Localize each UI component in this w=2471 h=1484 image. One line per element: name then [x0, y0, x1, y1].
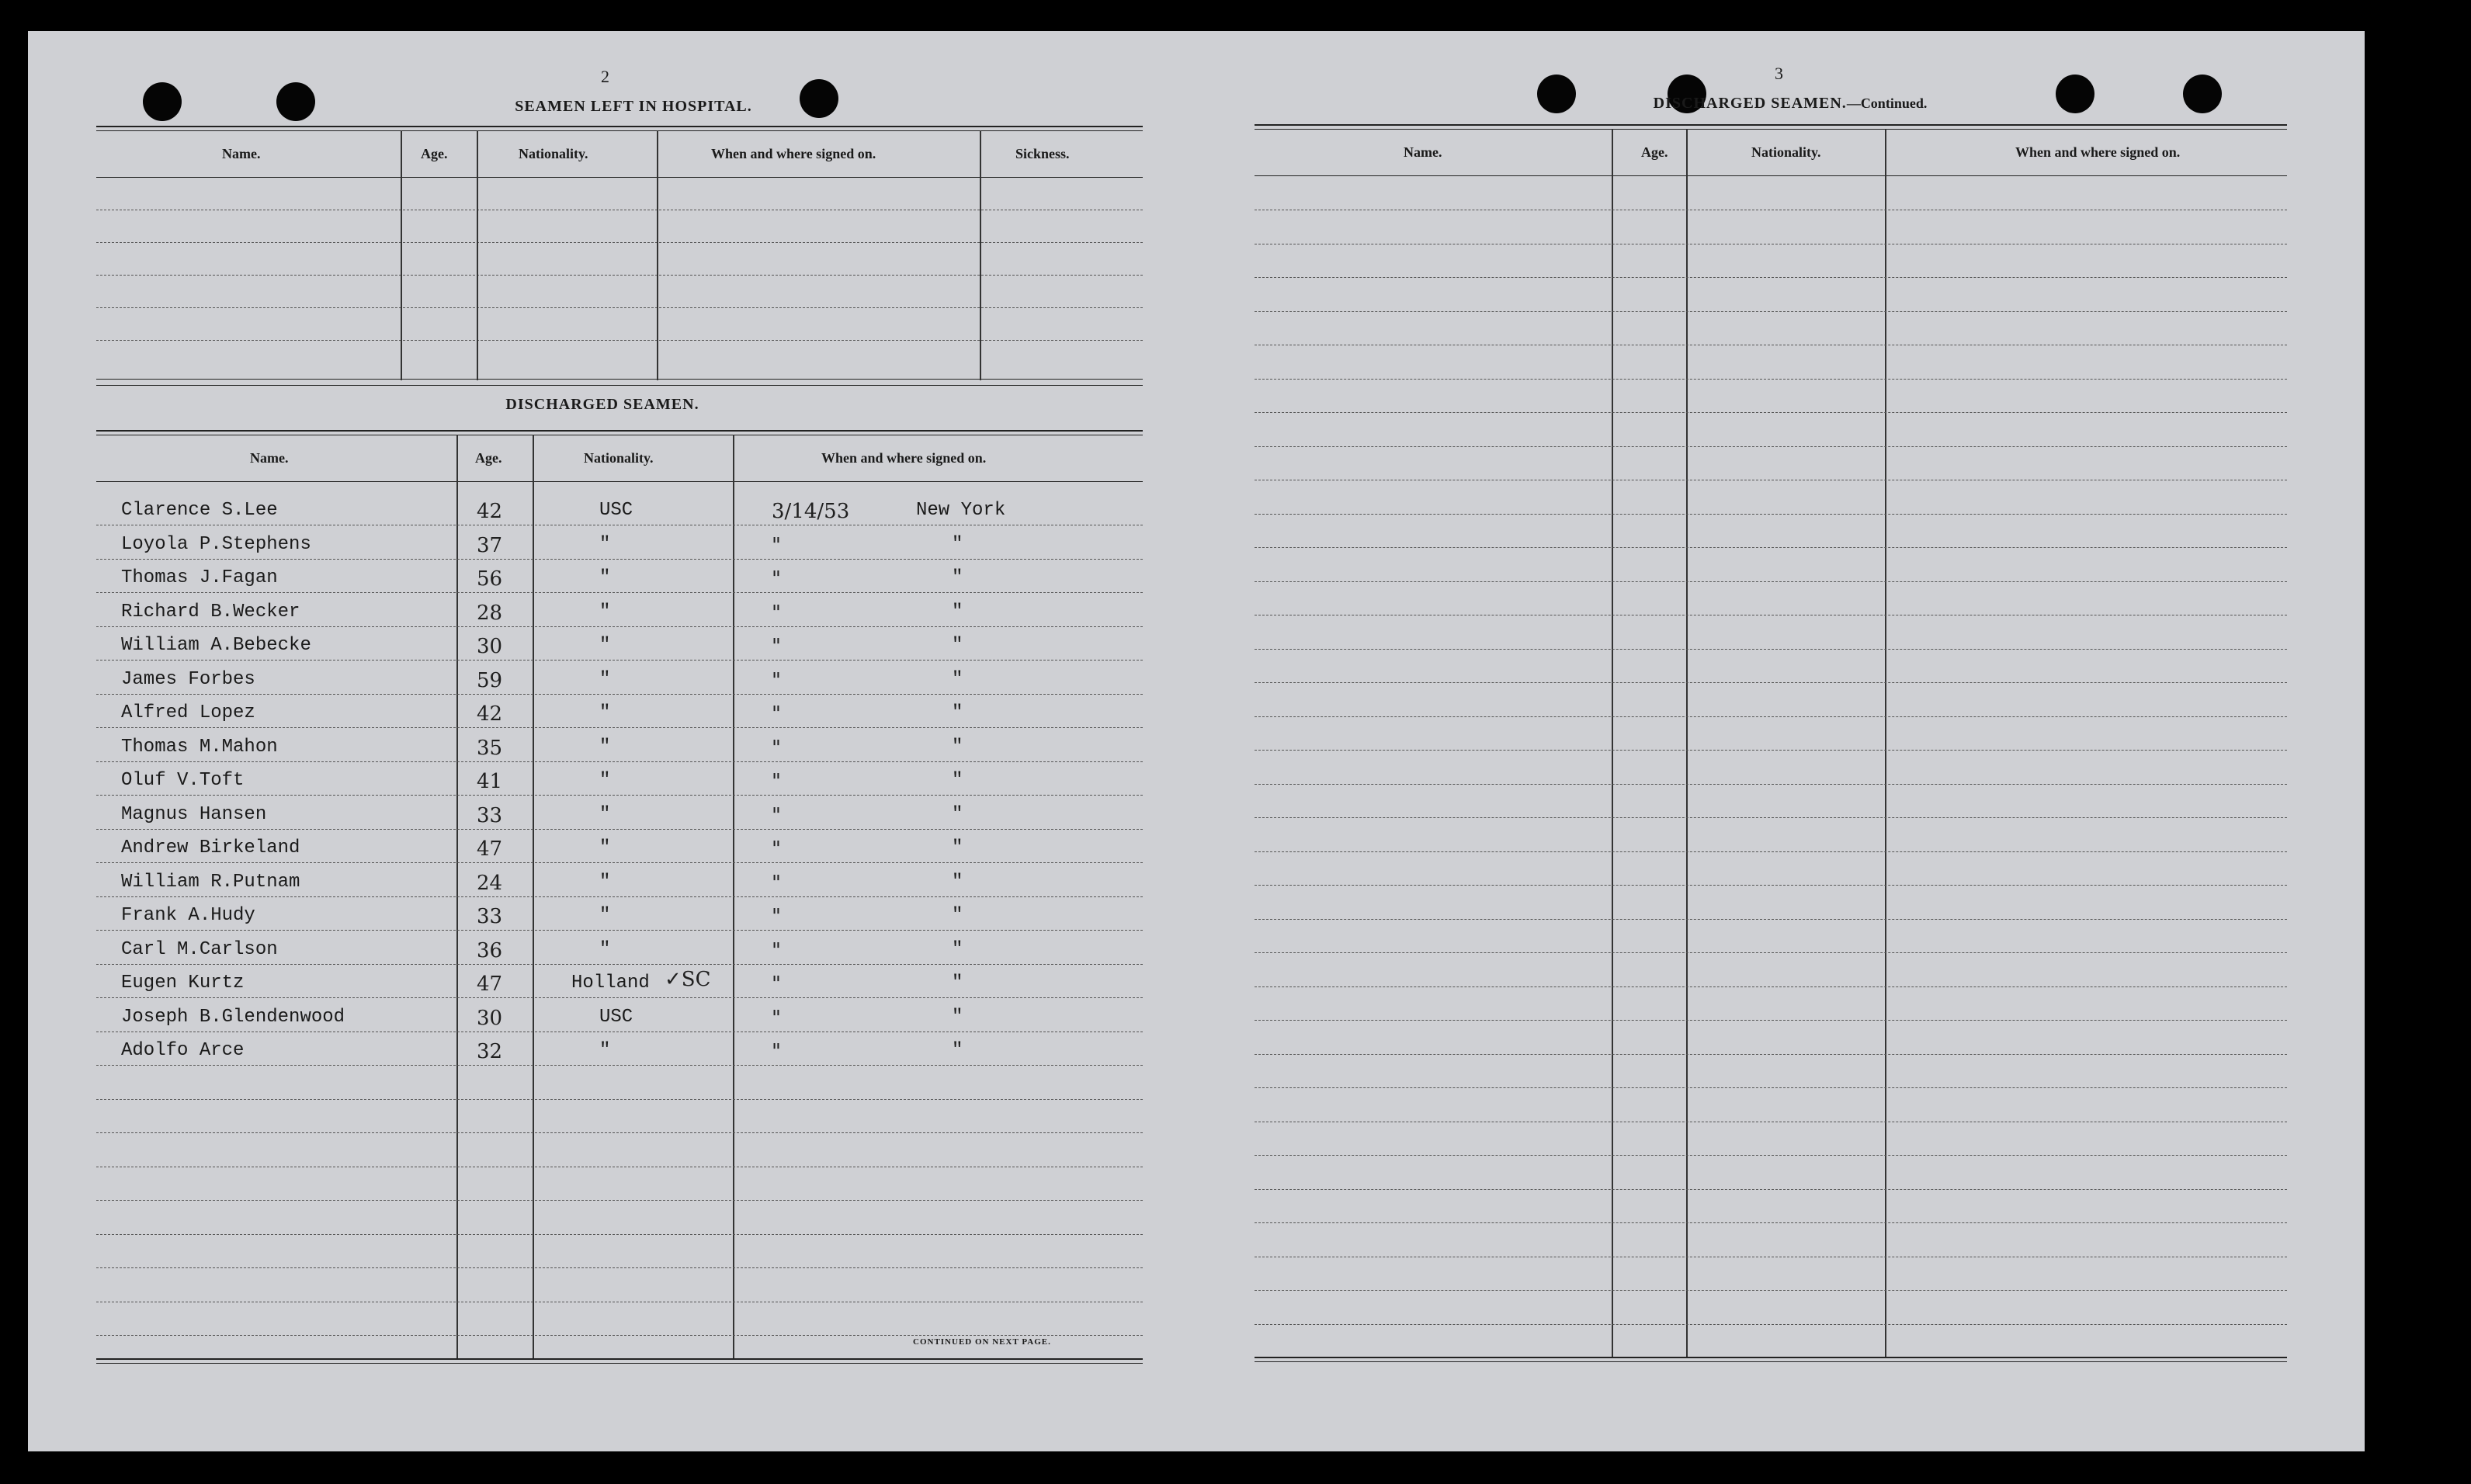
row-nationality: Holland [571, 973, 650, 993]
row-nationality: " [599, 871, 611, 893]
row-line [96, 592, 1143, 593]
row-name: Loyola P.Stephens [121, 533, 311, 555]
row-name: Carl M.Carlson [121, 938, 278, 960]
row-line [96, 626, 1143, 627]
row-line [1255, 851, 2287, 852]
row-line [1255, 379, 2287, 380]
row-signed-place: " [952, 635, 963, 656]
row-line [1255, 784, 2287, 785]
row-nationality: " [599, 736, 611, 758]
row-line [1255, 986, 2287, 987]
row-signed-date: " [772, 533, 781, 557]
row-line [1255, 750, 2287, 751]
row-nationality: " [599, 938, 611, 960]
title-suffix: —Continued. [1846, 95, 1928, 111]
row-line [96, 1200, 1143, 1201]
row-age: 47 [477, 973, 503, 996]
row-name: Frank A.Hudy [121, 905, 255, 926]
row-name: Clarence S.Lee [121, 500, 278, 521]
row-name: Thomas J.Fagan [121, 567, 278, 588]
row-signed-place: " [952, 871, 963, 893]
discharged-section-title: DISCHARGED SEAMEN. [505, 396, 699, 413]
row-nationality: " [599, 905, 611, 926]
row-name: Magnus Hansen [121, 803, 267, 825]
title-text: DISCHARGED SEAMEN. [1653, 95, 1847, 112]
row-nationality: " [599, 533, 611, 555]
row-signed-place: " [952, 1040, 963, 1061]
row-line [1255, 716, 2287, 717]
row-line [1255, 1290, 2287, 1291]
col-header-age: Age. [1641, 144, 1668, 160]
row-signed-place: " [952, 702, 963, 723]
row-line [1255, 412, 2287, 413]
row-nationality: USC [599, 500, 633, 521]
row-line [1255, 581, 2287, 582]
row-line [1255, 885, 2287, 886]
row-line [96, 862, 1143, 863]
document-sheet [28, 31, 2365, 1451]
row-signed-place: " [952, 533, 963, 555]
col-header-age: Age. [475, 450, 502, 466]
row-age: 41 [477, 770, 503, 793]
left-page [28, 31, 1154, 1451]
row-age: 30 [477, 635, 503, 658]
col-header-sickness: Sickness. [1015, 146, 1070, 161]
row-nationality: " [599, 702, 611, 723]
row-nationality: " [599, 1040, 611, 1061]
row-name: Eugen Kurtz [121, 973, 245, 993]
col-header-name: Name. [1404, 144, 1442, 160]
row-signed-place: New York [916, 500, 1006, 521]
row-line [96, 761, 1143, 762]
row-line [96, 795, 1143, 796]
row-line [96, 1132, 1143, 1133]
row-age: 28 [477, 601, 503, 625]
row-line [96, 829, 1143, 830]
row-age: 36 [477, 938, 503, 962]
page-number: 2 [601, 67, 609, 86]
row-line [1255, 1155, 2287, 1156]
row-line [96, 964, 1143, 965]
row-line [1255, 1054, 2287, 1055]
row-nationality-annotation: ✓SC [665, 968, 711, 991]
col-header-signed-on: When and where signed on. [711, 146, 876, 161]
col-header-signed-on: When and where signed on. [2015, 144, 2181, 160]
row-line [96, 1335, 1143, 1336]
row-age: 30 [477, 1006, 503, 1030]
row-name: Thomas M.Mahon [121, 736, 278, 758]
row-name: Richard B.Wecker [121, 601, 300, 622]
row-line [1255, 1324, 2287, 1325]
continued-note: CONTINUED ON NEXT PAGE. [913, 1337, 1051, 1347]
row-age: 37 [477, 533, 503, 557]
row-signed-date: " [772, 567, 781, 591]
col-header-name: Name. [222, 146, 261, 161]
row-signed-place: " [952, 1006, 963, 1028]
row-line [1255, 1087, 2287, 1088]
row-line [1255, 682, 2287, 683]
row-line [96, 694, 1143, 695]
row-nationality: " [599, 635, 611, 656]
row-nationality: " [599, 668, 611, 690]
row-signed-place: " [952, 938, 963, 960]
row-signed-date: " [772, 973, 781, 996]
row-age: 33 [477, 803, 503, 827]
row-line [1255, 514, 2287, 515]
col-header-name: Name. [250, 450, 289, 466]
hospital-section-title: SEAMEN LEFT IN HOSPITAL. [515, 98, 752, 115]
right-page [1255, 31, 2365, 1451]
row-nationality: USC [599, 1006, 633, 1028]
discharged-continued-title [1550, 95, 2031, 113]
row-age: 35 [477, 736, 503, 760]
row-signed-date: " [772, 803, 781, 827]
col-header-age: Age. [421, 146, 448, 161]
row-signed-date: " [772, 702, 781, 726]
row-signed-date: " [772, 770, 781, 793]
row-signed-place: " [952, 803, 963, 825]
row-nationality: " [599, 837, 611, 858]
row-signed-place: " [952, 601, 963, 622]
row-age: 33 [477, 905, 503, 928]
row-signed-date: " [772, 871, 781, 895]
row-line [96, 1065, 1143, 1066]
row-signed-place: " [952, 736, 963, 758]
row-line [96, 997, 1143, 998]
row-signed-date: " [772, 905, 781, 928]
page-number: 3 [1775, 64, 1783, 83]
row-nationality: " [599, 770, 611, 791]
col-header-nationality: Nationality. [584, 450, 654, 466]
row-line [96, 1267, 1143, 1268]
row-nationality: " [599, 601, 611, 622]
row-signed-date: " [772, 1040, 781, 1063]
col-header-nationality: Nationality. [519, 146, 588, 161]
row-signed-place: " [952, 770, 963, 791]
row-nationality: " [599, 567, 611, 588]
row-signed-date: " [772, 601, 781, 625]
row-signed-place: " [952, 567, 963, 588]
row-name: William R.Putnam [121, 871, 300, 893]
row-line [96, 660, 1143, 661]
row-age: 56 [477, 567, 503, 591]
row-signed-date: " [772, 668, 781, 692]
row-name: Alfred Lopez [121, 702, 255, 723]
row-line [1255, 547, 2287, 548]
row-age: 42 [477, 702, 503, 726]
row-line [1255, 446, 2287, 447]
row-line [1255, 277, 2287, 278]
row-age: 32 [477, 1040, 503, 1063]
row-line [96, 1234, 1143, 1235]
row-line [96, 559, 1143, 560]
row-name: James Forbes [121, 668, 255, 690]
row-name: William A.Bebecke [121, 635, 311, 656]
row-age: 42 [477, 500, 503, 523]
row-signed-date: " [772, 635, 781, 658]
col-header-nationality: Nationality. [1751, 144, 1821, 160]
row-line [96, 727, 1143, 728]
row-line [1255, 1020, 2287, 1021]
row-signed-date: " [772, 837, 781, 861]
row-line [1255, 919, 2287, 920]
col-header-signed-on: When and where signed on. [821, 450, 987, 466]
row-age: 24 [477, 871, 503, 895]
row-line [1255, 952, 2287, 953]
row-signed-place: " [952, 668, 963, 690]
row-line [96, 1099, 1143, 1100]
row-name: Oluf V.Toft [121, 770, 245, 791]
row-line [1255, 649, 2287, 650]
row-signed-place: " [952, 905, 963, 926]
row-line [96, 930, 1143, 931]
row-name: Andrew Birkeland [121, 837, 300, 858]
row-line [1255, 311, 2287, 312]
row-signed-date: " [772, 1006, 781, 1030]
row-line [96, 896, 1143, 897]
row-age: 47 [477, 837, 503, 861]
row-nationality: " [599, 803, 611, 825]
row-signed-date: " [772, 736, 781, 760]
row-line [1255, 817, 2287, 818]
row-signed-date: 3/14/53 [772, 500, 850, 523]
row-age: 59 [477, 668, 503, 692]
row-name: Adolfo Arce [121, 1040, 245, 1061]
row-line [1255, 1222, 2287, 1223]
row-signed-place: " [952, 973, 963, 993]
row-name: Joseph B.Glendenwood [121, 1006, 345, 1028]
row-signed-date: " [772, 938, 781, 962]
row-line [1255, 1189, 2287, 1190]
row-signed-place: " [952, 837, 963, 858]
